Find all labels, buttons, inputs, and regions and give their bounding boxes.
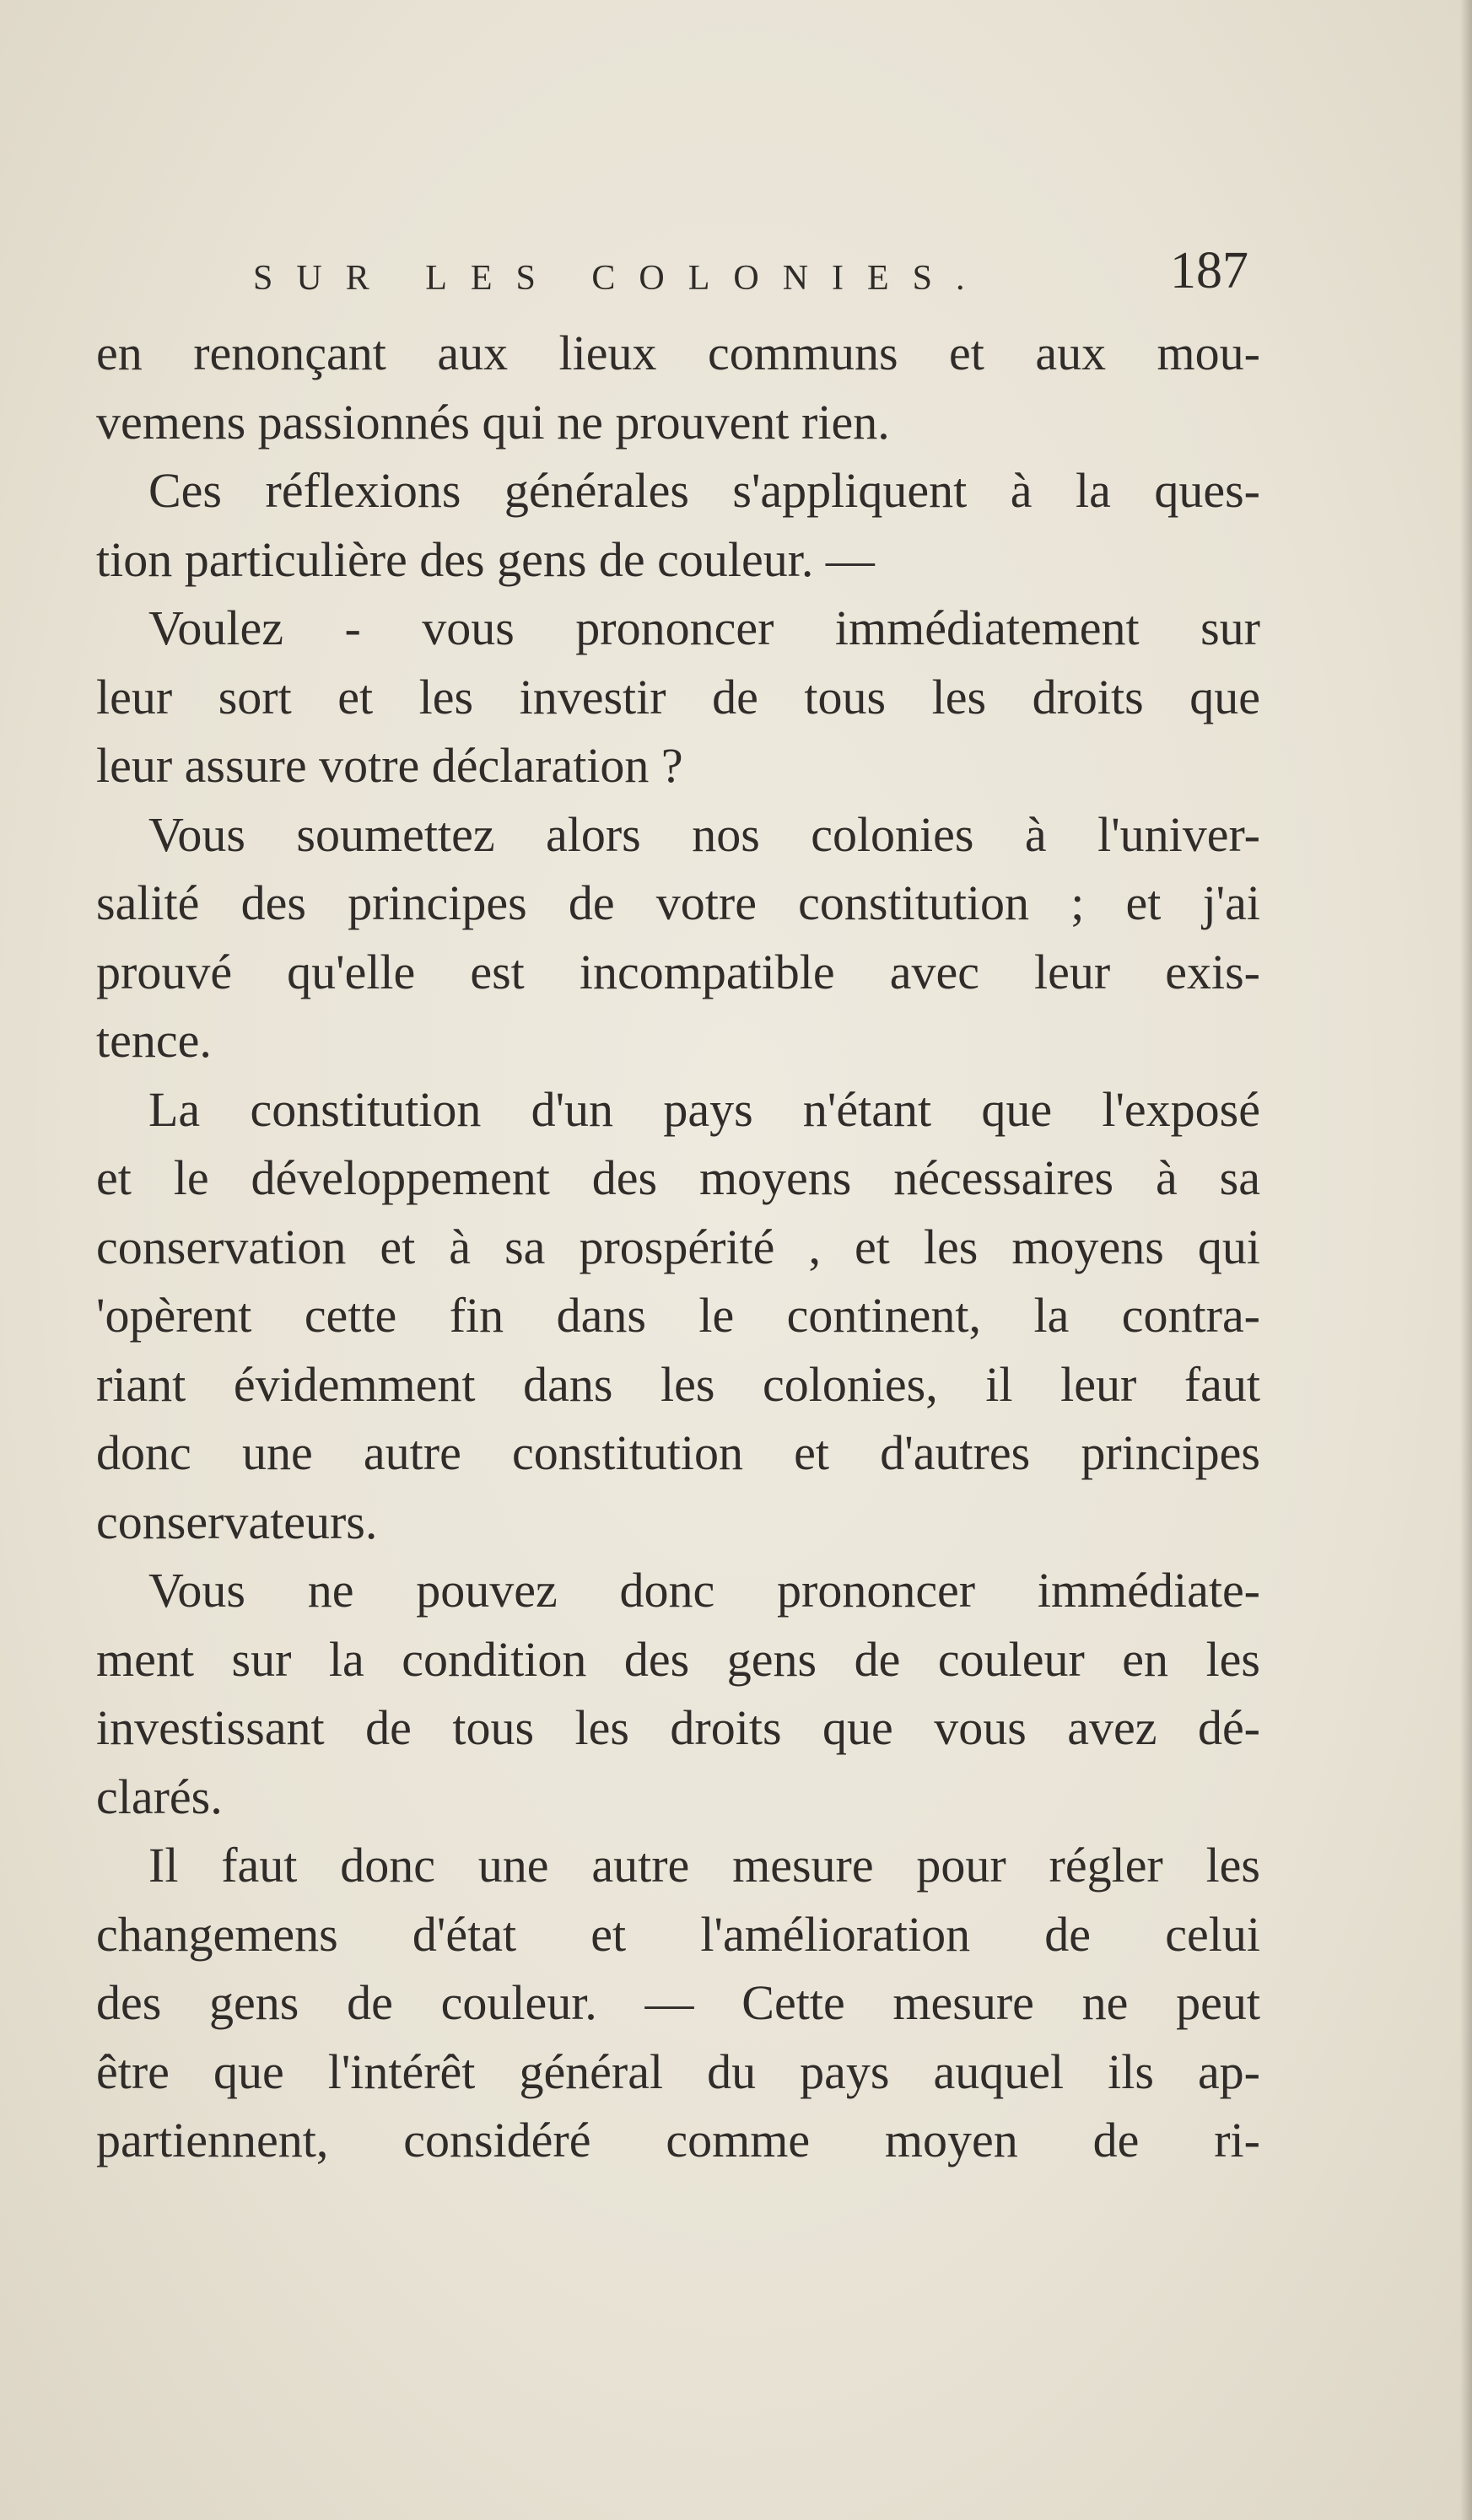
text-line: prouvé qu'elle est incompatible avec leur exis-	[96, 944, 1260, 999]
running-head: SUR LES COLONIES.	[253, 259, 989, 298]
text-line: tence.	[96, 1013, 212, 1068]
page-number: 187	[1170, 242, 1248, 299]
text-line: La constitution d'un pays n'étant que l'exposé	[148, 1081, 1260, 1137]
text-line: conservation et à sa prospérité , et les moyens qui	[96, 1219, 1260, 1274]
text-line: Ces réflexions générales s'appliquent à la ques-	[148, 463, 1260, 518]
text-line: Il faut donc une autre mesure pour régler les	[148, 1838, 1260, 1893]
text-line: riant évidemment dans les colonies, il leur faut	[96, 1356, 1260, 1412]
text-line: leur assure votre déclaration ?	[96, 738, 683, 793]
text-line: partiennent, considéré comme moyen de ri-	[96, 2113, 1260, 2167]
text-line: investissant de tous les droits que vous avez dé-	[96, 1700, 1260, 1755]
page-header	[253, 233, 1248, 309]
text-line: Voulez - vous prononcer immédiatement sur	[148, 600, 1260, 655]
text-line: conservateurs.	[96, 1494, 378, 1549]
text-line: clarés.	[96, 1769, 223, 1824]
text-line: 'opèrent cette fin dans le continent, la contra-	[96, 1288, 1260, 1343]
text-line: être que l'intérêt général du pays auquel ils ap-	[96, 2043, 1260, 2099]
text-line: vemens passionnés qui ne prouvent rien.	[96, 394, 890, 450]
text-line: tion particulière des gens de couleur. —	[96, 531, 875, 587]
text-line: ment sur la condition des gens de couleur en les	[96, 1631, 1260, 1687]
text-line: en renonçant aux lieux communs et aux mou-	[96, 326, 1260, 380]
text-line: changemens d'état et l'amélioration de celui	[96, 1906, 1260, 1962]
text-line: donc une autre constitution et d'autres principes	[96, 1425, 1260, 1480]
body-text	[96, 319, 1260, 2175]
text-line: Vous soumettez alors nos colonies à l'univer-	[148, 806, 1260, 862]
text-line: Vous ne pouvez donc prononcer immédiate-	[148, 1563, 1260, 1618]
text-line: des gens de couleur. — Cette mesure ne peut	[96, 1975, 1260, 2030]
page-edge-shadow	[1460, 0, 1472, 2520]
text-line: salité des principes de votre constitution ; et j'ai	[96, 875, 1260, 930]
text-line: et le développement des moyens nécessaires à sa	[96, 1150, 1260, 1205]
text-line: leur sort et les investir de tous les droits que	[96, 669, 1260, 724]
